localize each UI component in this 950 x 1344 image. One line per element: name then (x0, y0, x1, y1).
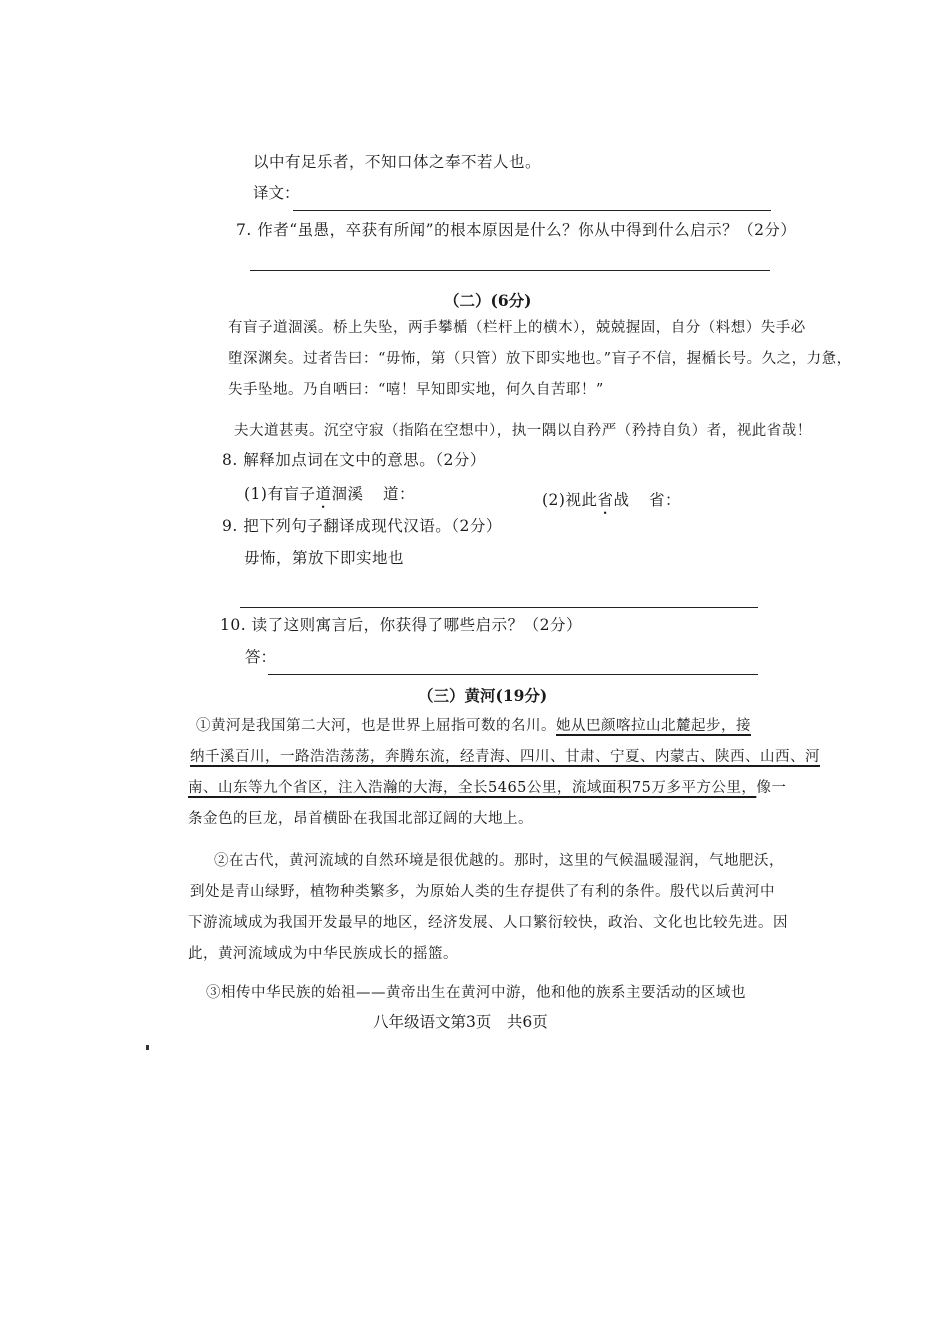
q8-1-dotted-word: 道 (315, 485, 332, 503)
passage-segment: ①黄河是我国第二大河，也是世界上屈指可数的名川。 (196, 718, 556, 734)
passage-line: 到处是青山绿野，植物种类繁多，为原始人类的生存提供了有利的条件。殷代以后黄河中 (190, 884, 775, 900)
underlined-segment: 她从巴颜喀拉山北麓起步，接 (556, 718, 751, 734)
passage-line: 下游流域成为我国开发最早的地区，经济发展、人口繁衍较快，政治、文化也比较先进。因 (188, 915, 788, 931)
translation-label: 译文： (253, 184, 300, 202)
q9-sentence: 毋怖，第放下即实地也 (244, 549, 405, 567)
answer-line[interactable] (293, 210, 771, 211)
q8-1-pre: (1)有盲子 (244, 485, 316, 503)
passage-line: 条金色的巨龙，昂首横卧在我国北部辽阔的大地上。 (188, 811, 533, 827)
passage-line (190, 747, 820, 767)
question-9: 9. 把下列句子翻译成现代汉语。（2分） (222, 517, 502, 535)
section-title-3: （三）黄河(19分) (418, 686, 548, 705)
answer-line[interactable] (268, 674, 758, 675)
text-line: 以中有足乐者，不知口体之奉不若人也。 (253, 153, 542, 171)
underlined-segment: 纳千溪百川，一路浩浩荡荡，奔腾东流，经青海、四川、甘肃、宁夏、内蒙古、陕西、山西、河 (190, 749, 820, 765)
q8-2-pre: (2)视此 (542, 491, 598, 509)
passage-line (196, 716, 751, 736)
q8-2-post: 战 (613, 491, 630, 509)
question-7: 7. 作者“虽愚，卒获有所闻”的根本原因是什么？你从中得到什么启示？（2分） (236, 221, 797, 239)
question-8: 8. 解释加点词在文中的意思。（2分） (222, 451, 486, 469)
question-10: 10. 读了这则寓言后，你获得了哪些启示？（2分） (220, 616, 582, 634)
q8-item-1 (244, 484, 415, 512)
answer-label: 答： (245, 648, 277, 666)
passage-line: 堕深渊矣。过者告曰：“毋怖，第（只管）放下即实地也。”盲子不信，握楯长号。久之，力惫， (228, 351, 852, 367)
passage-line: ③相传中华民族的始祖——黄帝出生在黄河中游，他和他的族系主要活动的区域也 (206, 985, 746, 1001)
q8-1-post: 涸溪 (331, 485, 364, 503)
q8-2-word: 省： (648, 491, 681, 509)
passage-line: 有盲子道涸溪。桥上失坠，两手攀楯（栏杆上的横木），兢兢握固，自分（料想）失手必 (228, 320, 806, 336)
q8-item-2 (542, 490, 681, 518)
passage-line (188, 778, 786, 798)
q8-1-word: 道： (382, 485, 415, 503)
scan-speck (146, 1045, 149, 1050)
passage-line: 失手坠地。乃自哂曰：“嘻！早知即实地，何久自苦耶！” (228, 382, 604, 398)
page-footer: 八年级语文第3页 共6页 (373, 1013, 548, 1031)
passage-line: 此，黄河流域成为中华民族成长的摇篮。 (188, 946, 458, 962)
answer-line[interactable] (250, 270, 770, 271)
answer-line[interactable] (240, 607, 758, 608)
underlined-segment: 南、山东等九个省区，注入浩瀚的大海，全长5465公里，流域面积75万多平方公里， (188, 780, 757, 796)
passage-line: 夫大道甚夷。沉空守寂（指陷在空想中），执一隅以自矜严（矜持自负）者，视此省哉！ (234, 423, 812, 439)
q8-2-dotted-word: 省 (597, 491, 614, 509)
section-title-2: （二）(6分) (444, 291, 532, 310)
passage-segment: 像一 (756, 780, 787, 796)
passage-line: ②在古代，黄河流域的自然环境是很优越的。那时，这里的气候温暖湿润，气地肥沃， (214, 853, 784, 869)
